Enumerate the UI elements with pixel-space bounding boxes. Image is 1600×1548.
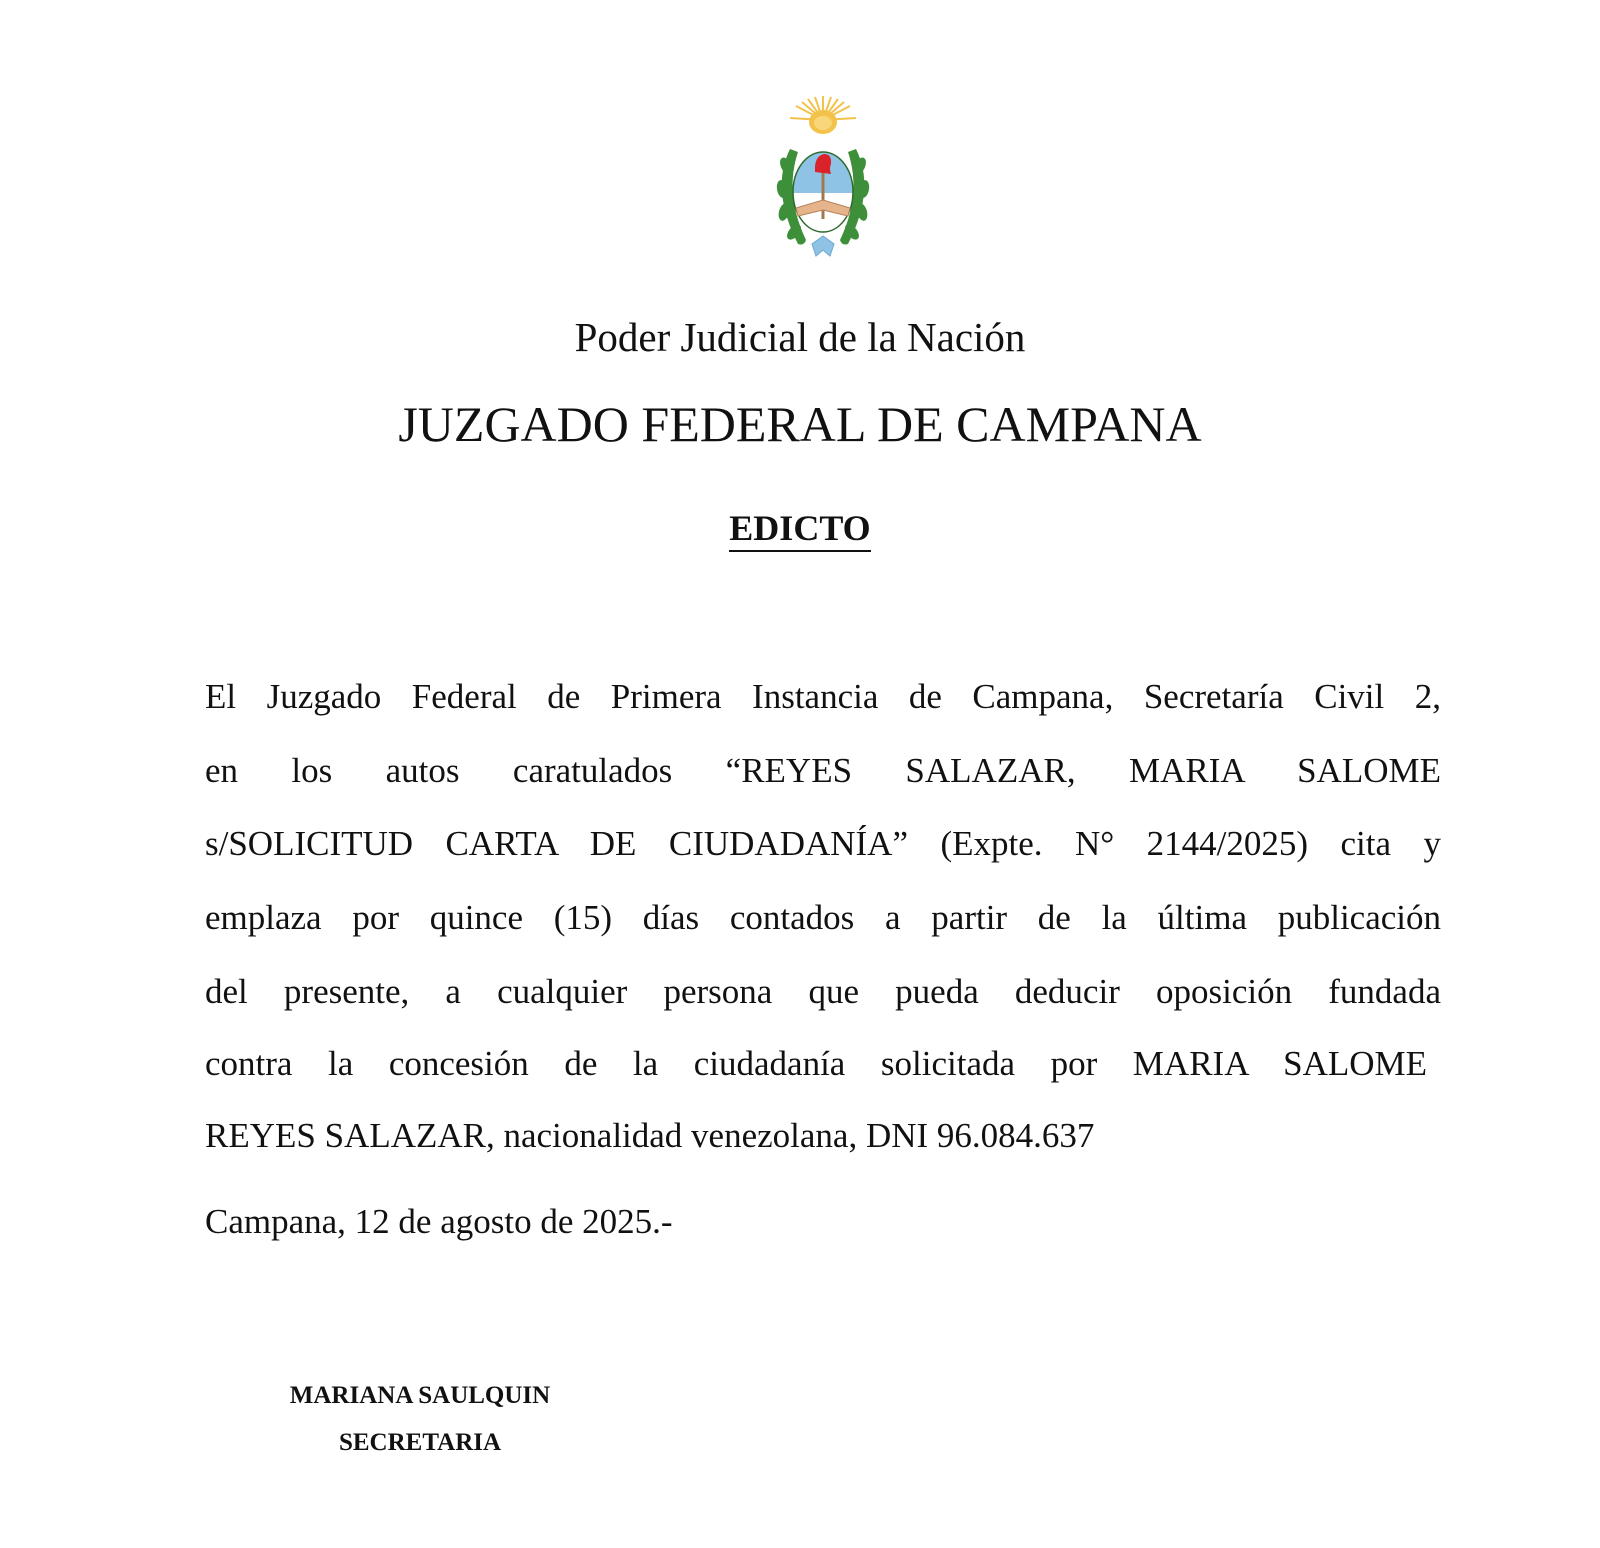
argentina-coat-of-arms-icon (768, 94, 878, 264)
body-line-4: emplaza por quince (15) días contados a partir de la última publicación (205, 898, 1441, 937)
body-line-3: s/SOLICITUD CARTA DE CIUDADANÍA” (Expte. N° 2144/2025) cita y (205, 824, 1441, 863)
court-title: JUZGADO FEDERAL DE CAMPANA (398, 396, 1202, 452)
signatory-role: SECRETARIA (338, 1429, 502, 1456)
signatory-name: MARIANA SAULQUIN (289, 1382, 551, 1409)
signature-block (240, 1372, 600, 1466)
edict-heading-text: EDICTO (729, 508, 870, 552)
body-line-5: del presente, a cualquier persona que pueda deducir oposición fundada (205, 972, 1441, 1011)
body-line-1: El Juzgado Federal de Primera Instancia de Campana, Secretaría Civil 2, (205, 677, 1441, 716)
date-line: Campana, 12 de agosto de 2025.- (205, 1202, 673, 1241)
body-line-7: REYES SALAZAR, nacionalidad venezolana, DNI 96.084.637 (205, 1116, 1095, 1155)
court-system-subtitle: Poder Judicial de la Nación (574, 314, 1026, 360)
body-line-6: contra la concesión de la ciudadanía solicitada por MARIA SALOME (205, 1044, 1427, 1083)
edict-heading (0, 506, 1600, 552)
body-line-2: en los autos caratulados “REYES SALAZAR, MARIA SALOME (205, 751, 1441, 790)
coat-of-arms-graphic (768, 94, 878, 264)
